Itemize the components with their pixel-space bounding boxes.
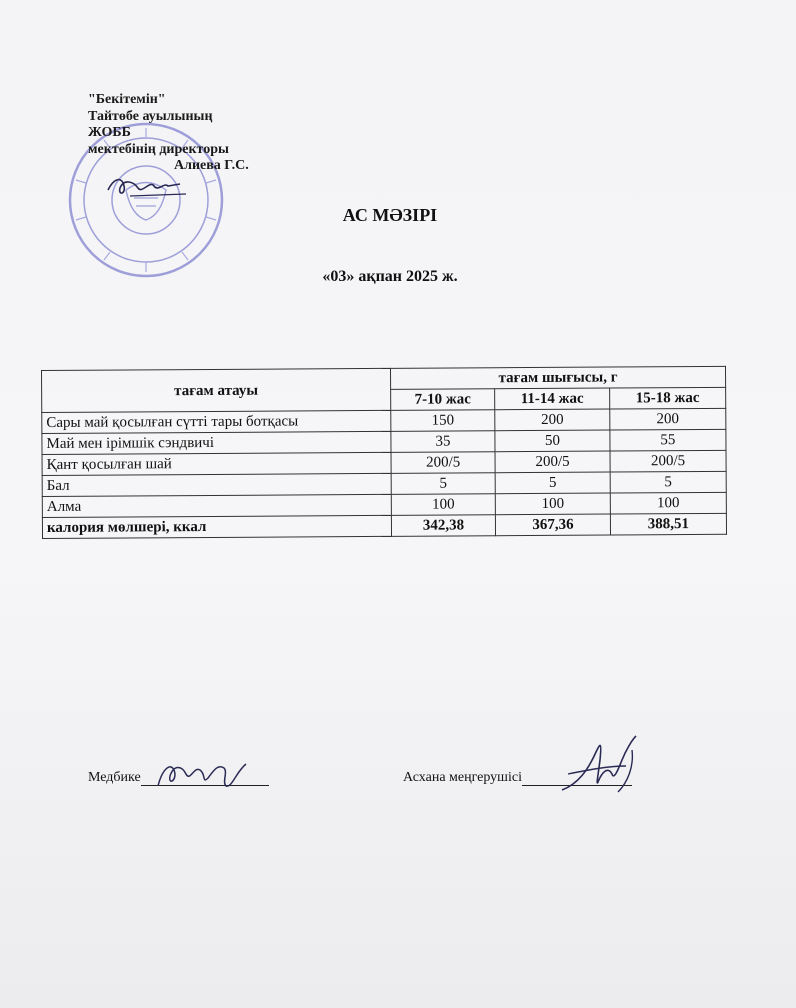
dish-name: Алма [42,494,391,517]
director-name: Алиева Г.С. [174,158,249,173]
menu-table [41,366,727,539]
total-value: 342,38 [391,515,495,537]
header-output: тағам шығысы, г [390,366,725,389]
dish-value: 200 [495,409,610,431]
dish-value: 100 [495,493,610,515]
approval-line-3: ЖОББ [88,125,131,140]
dish-name: Май мен ірімшік сэндвичі [42,431,391,454]
dish-value: 150 [391,410,495,432]
age-group-1: 7-10 жас [391,389,495,411]
age-group-3: 15-18 жас [610,387,726,409]
dish-value: 5 [610,471,726,493]
dish-value: 5 [391,473,495,495]
header-dish-name: тағам атауы [42,368,391,412]
canteen-manager-signature [548,730,668,800]
page-title: АС МӘЗІРІ [342,205,438,225]
dish-value: 200 [610,408,726,430]
approval-block [88,92,249,175]
approval-line-2: Тайтөбе ауылының [88,108,213,124]
total-label: калория мөлшері, ккал [42,515,391,538]
dish-name: Бал [42,473,391,496]
total-calories-row [42,513,726,538]
age-group-2: 11-14 жас [495,388,610,410]
dish-name: Сары май қосылған сүтті тары ботқасы [42,410,391,433]
canteen-manager-label: Асхана меңгерушісі [403,770,522,785]
dish-value: 200/5 [495,451,610,473]
dish-value: 50 [495,430,610,452]
dish-value: 100 [610,492,726,514]
dish-name: Қант қосылған шай [42,452,391,475]
dish-value: 35 [391,431,495,453]
total-value: 367,36 [496,514,611,536]
menu-date: «03» ақпан 2025 ж. [322,268,458,285]
approval-line-4: мектебінің директоры [88,141,229,157]
nurse-signature [152,752,252,796]
dish-value: 100 [391,494,495,516]
dish-value: 200/5 [391,452,495,474]
dish-value: 55 [610,429,726,451]
approval-line-1: "Бекітемін" [88,92,166,107]
nurse-label: Медбике [88,770,141,785]
dish-value: 200/5 [610,450,726,472]
dish-value: 5 [495,472,610,494]
total-value: 388,51 [610,513,726,535]
